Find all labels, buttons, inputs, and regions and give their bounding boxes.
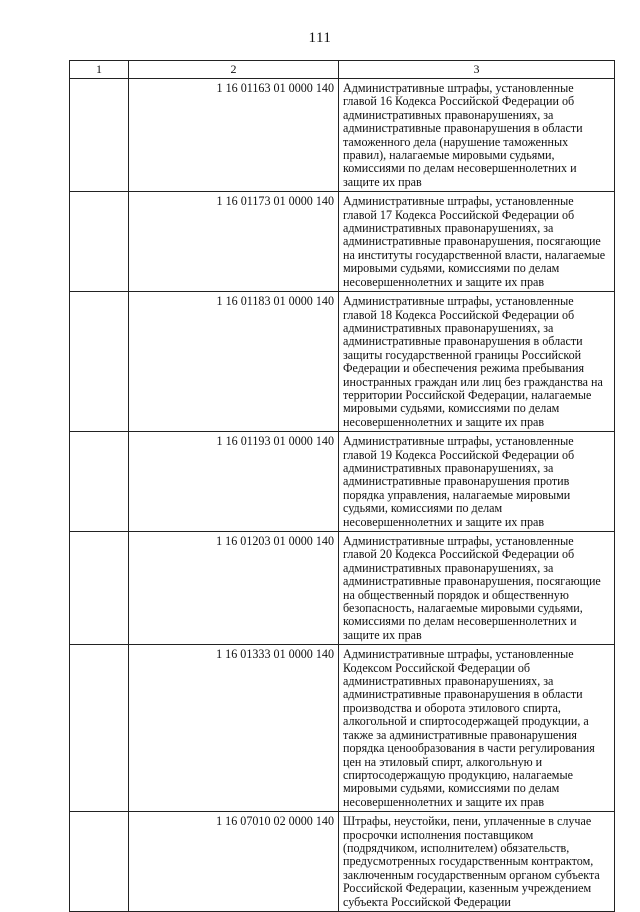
table-header-row bbox=[70, 61, 615, 79]
table-cell-empty bbox=[70, 292, 129, 432]
table-cell-empty bbox=[70, 645, 129, 812]
table-row bbox=[70, 79, 615, 192]
revenue-code: 1 16 01193 01 0000 140 bbox=[129, 432, 339, 532]
revenue-code: 1 16 01173 01 0000 140 bbox=[129, 192, 339, 292]
revenue-description: Административные штрафы, установленные главой 17 Кодекса Российской Федерации об административных правонарушениях, за административные правонарушения, посягающие на институты государственной власти, налагаемые мировыми судьями, комиссиями по делам несовершеннолетних и защите их прав bbox=[339, 192, 615, 292]
revenue-code: 1 16 01163 01 0000 140 bbox=[129, 79, 339, 192]
column-header-2: 2 bbox=[129, 61, 339, 79]
table-row bbox=[70, 192, 615, 292]
column-header-1: 1 bbox=[70, 61, 129, 79]
revenue-code: 1 16 01333 01 0000 140 bbox=[129, 645, 339, 812]
revenue-description: Административные штрафы, установленные главой 16 Кодекса Российской Федерации об административных правонарушениях, за административные правонарушения в области таможенного дела (нарушение таможенных правил), налагаемые мировыми судьями, комиссиями по делам несовершеннолетних и защите их прав bbox=[339, 79, 615, 192]
column-header-3: 3 bbox=[339, 61, 615, 79]
revenue-description: Административные штрафы, установленные Кодексом Российской Федерации об административных правонарушениях, за административные правонарушения в области производства и оборота этилового спирта, алкогольной и спиртосодержащей продукции, а также за административные правонарушения порядка ценообразования в части регулирования цен на этиловый спирт, алкогольную и спиртосодержащую продукцию, налагаемые мировыми судьями, комиссиями по делам несовершеннолетних и защите их прав bbox=[339, 645, 615, 812]
revenue-code: 1 16 07010 02 0000 140 bbox=[129, 812, 339, 912]
revenue-description: Административные штрафы, установленные главой 20 Кодекса Российской Федерации об административных правонарушениях, за административные правонарушения, посягающие на общественный порядок и общественную безопасность, налагаемые мировыми судьями, комиссиями по делам несовершеннолетних и защите их прав bbox=[339, 532, 615, 645]
table-cell-empty bbox=[70, 79, 129, 192]
page-number: 111 bbox=[308, 30, 332, 46]
revenue-code: 1 16 01183 01 0000 140 bbox=[129, 292, 339, 432]
table-cell-empty bbox=[70, 192, 129, 292]
table-row bbox=[70, 292, 615, 432]
revenue-description: Административные штрафы, установленные главой 19 Кодекса Российской Федерации об административных правонарушениях, за административные правонарушения против порядка управления, налагаемые мировыми судьями, комиссиями по делам несовершеннолетних и защите их прав bbox=[339, 432, 615, 532]
table-row bbox=[70, 645, 615, 812]
table-cell-empty bbox=[70, 532, 129, 645]
table-row bbox=[70, 532, 615, 645]
revenue-description: Административные штрафы, установленные главой 18 Кодекса Российской Федерации об административных правонарушениях, за административные правонарушения в области защиты государственной границы Российской Федерации и обеспечения режима пребывания иностранных граждан или лиц без гражданства на территории Российской Федерации, налагаемые мировыми судьями, комиссиями по делам несовершеннолетних и защите их прав bbox=[339, 292, 615, 432]
table-row bbox=[70, 812, 615, 912]
table-cell-empty bbox=[70, 812, 129, 912]
revenue-code: 1 16 01203 01 0000 140 bbox=[129, 532, 339, 645]
table-row bbox=[70, 432, 615, 532]
table-cell-empty bbox=[70, 432, 129, 532]
revenue-codes-table bbox=[69, 60, 615, 912]
revenue-description: Штрафы, неустойки, пени, уплаченные в случае просрочки исполнения поставщиком (подрядчиком, исполнителем) обязательств, предусмотренных государственным контрактом, заключенным государственным органом субъекта Российской Федерации, казенным учреждением субъекта Российской Федерации bbox=[339, 812, 615, 912]
